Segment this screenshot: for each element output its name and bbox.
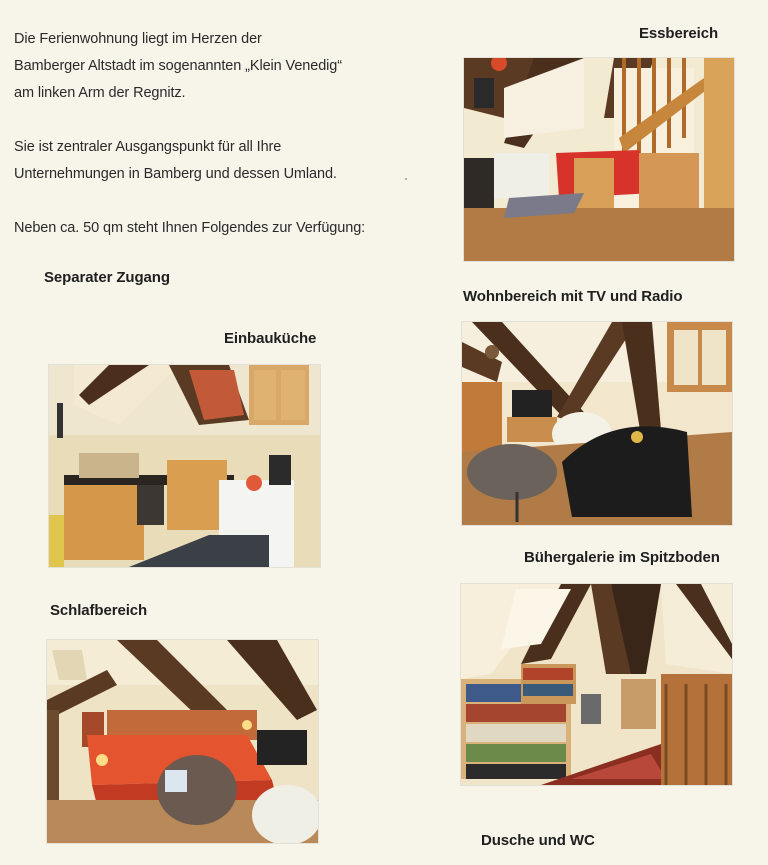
bedroom-photo — [47, 640, 318, 843]
intro-paragraph-3 — [14, 215, 394, 242]
caption-library: Bühergalerie im Spitzboden — [524, 549, 720, 566]
intro-line: Die Ferienwohnung liegt im Herzen der — [14, 31, 262, 47]
intro-text — [14, 26, 394, 269]
caption-living: Wohnbereich mit TV und Radio — [463, 288, 683, 305]
caption-separate-entrance: Separater Zugang — [44, 269, 170, 286]
intro-paragraph-1 — [14, 26, 394, 107]
decorative-dot — [405, 178, 407, 180]
caption-dining: Essbereich — [639, 25, 719, 42]
living-photo — [462, 322, 732, 525]
caption-kitchen: Einbauküche — [224, 330, 317, 347]
intro-line: Sie ist zentraler Ausgangspunkt für all Ihre — [14, 139, 282, 155]
dining-photo — [464, 58, 734, 261]
caption-bedroom: Schlafbereich — [50, 602, 148, 619]
intro-line: Bamberger Altstadt im sogenannten „Klein Venedig“ — [14, 58, 342, 74]
intro-paragraph-2 — [14, 134, 394, 188]
intro-line: am linken Arm der Regnitz. — [14, 85, 186, 101]
library-photo — [461, 584, 732, 785]
kitchen-photo — [49, 365, 320, 567]
intro-line: Neben ca. 50 qm steht Ihnen Folgendes zur Verfügung: — [14, 220, 366, 236]
intro-line: Unternehmungen in Bamberg und dessen Umland. — [14, 166, 337, 182]
caption-bathroom: Dusche und WC — [481, 832, 595, 849]
